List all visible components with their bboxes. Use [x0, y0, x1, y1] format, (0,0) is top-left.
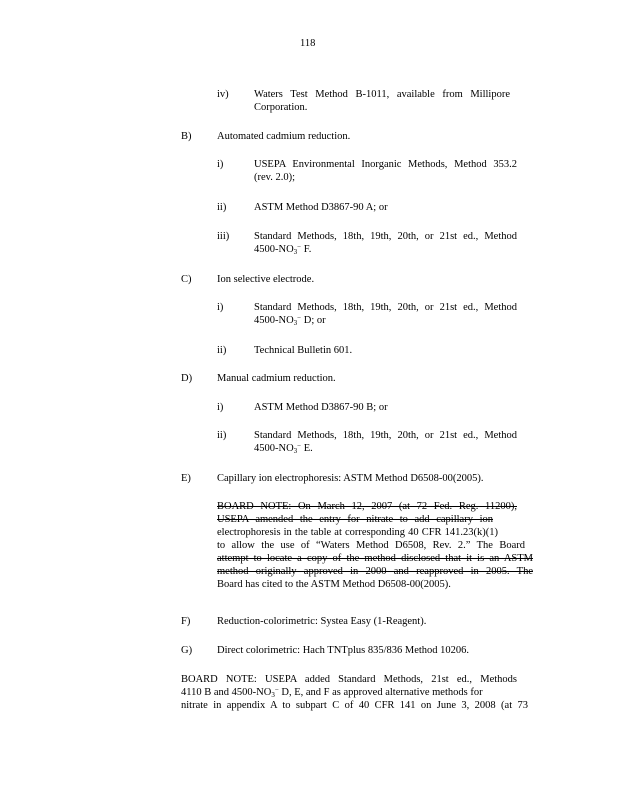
item-iv-label: iv) — [217, 89, 229, 100]
final-note-line2: 4110 B and $4500-NO_3^-$ D, E, and F as approved alternative methods for — [181, 686, 483, 699]
section-c-item-i-line2: $4500-NO_3^-$ D; or — [254, 314, 326, 327]
section-c-item-ii-label: ii) — [217, 345, 227, 356]
page-number: 118 — [300, 38, 316, 49]
section-c-label: C) — [181, 274, 192, 285]
board-note-line: attempt to locate a copy of the method disclosed that it is an ASTM — [217, 553, 533, 564]
section-d-label: D) — [181, 373, 193, 384]
section-d-item-ii-label: ii) — [217, 430, 227, 441]
section-d-title: Manual cadmium reduction. — [217, 373, 336, 384]
section-c-item-i-line1: Standard Methods, 18th, 19th, 20th, or 21st ed., Method — [254, 302, 517, 313]
section-d-item-i-line1: ASTM Method D3867-90 B; or — [254, 402, 388, 413]
section-d-item-ii-line2: $4500-NO_3^-$ E. — [254, 442, 313, 455]
section-b-title: Automated cadmium reduction. — [217, 131, 351, 142]
board-note-line: method originally approved in 2000 and reapproved in 2005. The — [217, 566, 533, 577]
section-b-item-i-label: i) — [217, 159, 224, 170]
section-b-label: B) — [181, 131, 192, 142]
board-note-line: BOARD NOTE: On March 12, 2007 (at 72 Fed. Reg. 11200), — [217, 501, 517, 512]
section-d-item-ii-line1: Standard Methods, 18th, 19th, 20th, or 21st ed., Method — [254, 430, 517, 441]
board-note-line: electrophoresis in the table at corresponding 40 CFR 141.23(k)(1) — [217, 527, 498, 538]
item-iv-line2: Corporation. — [254, 102, 308, 113]
section-b-item-iii-line2: $4500-NO_3^-$ F. — [254, 243, 312, 256]
section-b-item-iii-label: iii) — [217, 231, 230, 242]
section-e-label: E) — [181, 473, 191, 484]
section-f-label: F) — [181, 616, 191, 627]
section-b-item-i-line2: (rev. 2.0); — [254, 172, 296, 183]
section-f-title: Reduction-colorimetric: Systea Easy (1-Reagent). — [217, 616, 427, 627]
section-b-item-ii-label: ii) — [217, 202, 227, 213]
final-note-line1: BOARD NOTE: USEPA added Standard Methods, 21st ed., Methods — [181, 674, 517, 685]
section-c-item-ii-line1: Technical Bulletin 601. — [254, 345, 353, 356]
section-e-title: Capillary ion electrophoresis: ASTM Method D6508-00(2005). — [217, 473, 484, 484]
section-c-title: Ion selective electrode. — [217, 274, 315, 285]
board-note-line: Board has cited to the ASTM Method D6508-00(2005). — [217, 579, 451, 590]
section-b-item-i-line1: USEPA Environmental Inorganic Methods, Method 353.2 — [254, 159, 517, 170]
board-note-line: USEPA amended the entry for nitrate to add capillary ion — [217, 514, 493, 525]
section-c-item-i-label: i) — [217, 302, 224, 313]
section-b-item-ii-line1: ASTM Method D3867-90 A; or — [254, 202, 388, 213]
section-b-item-iii-line1: Standard Methods, 18th, 19th, 20th, or 21st ed., Method — [254, 231, 517, 242]
board-note-line: to allow the use of “Waters Method D6508, Rev. 2.” The Board — [217, 540, 525, 551]
final-note-line3: nitrate in appendix A to subpart C of 40 CFR 141 on June 3, 2008 (at 73 — [181, 700, 528, 711]
section-g-title: Direct colorimetric: Hach TNTplus 835/836 Method 10206. — [217, 645, 470, 656]
item-iv-line1: Waters Test Method B-1011, available from Millipore — [254, 89, 510, 100]
section-d-item-i-label: i) — [217, 402, 224, 413]
section-g-label: G) — [181, 645, 193, 656]
